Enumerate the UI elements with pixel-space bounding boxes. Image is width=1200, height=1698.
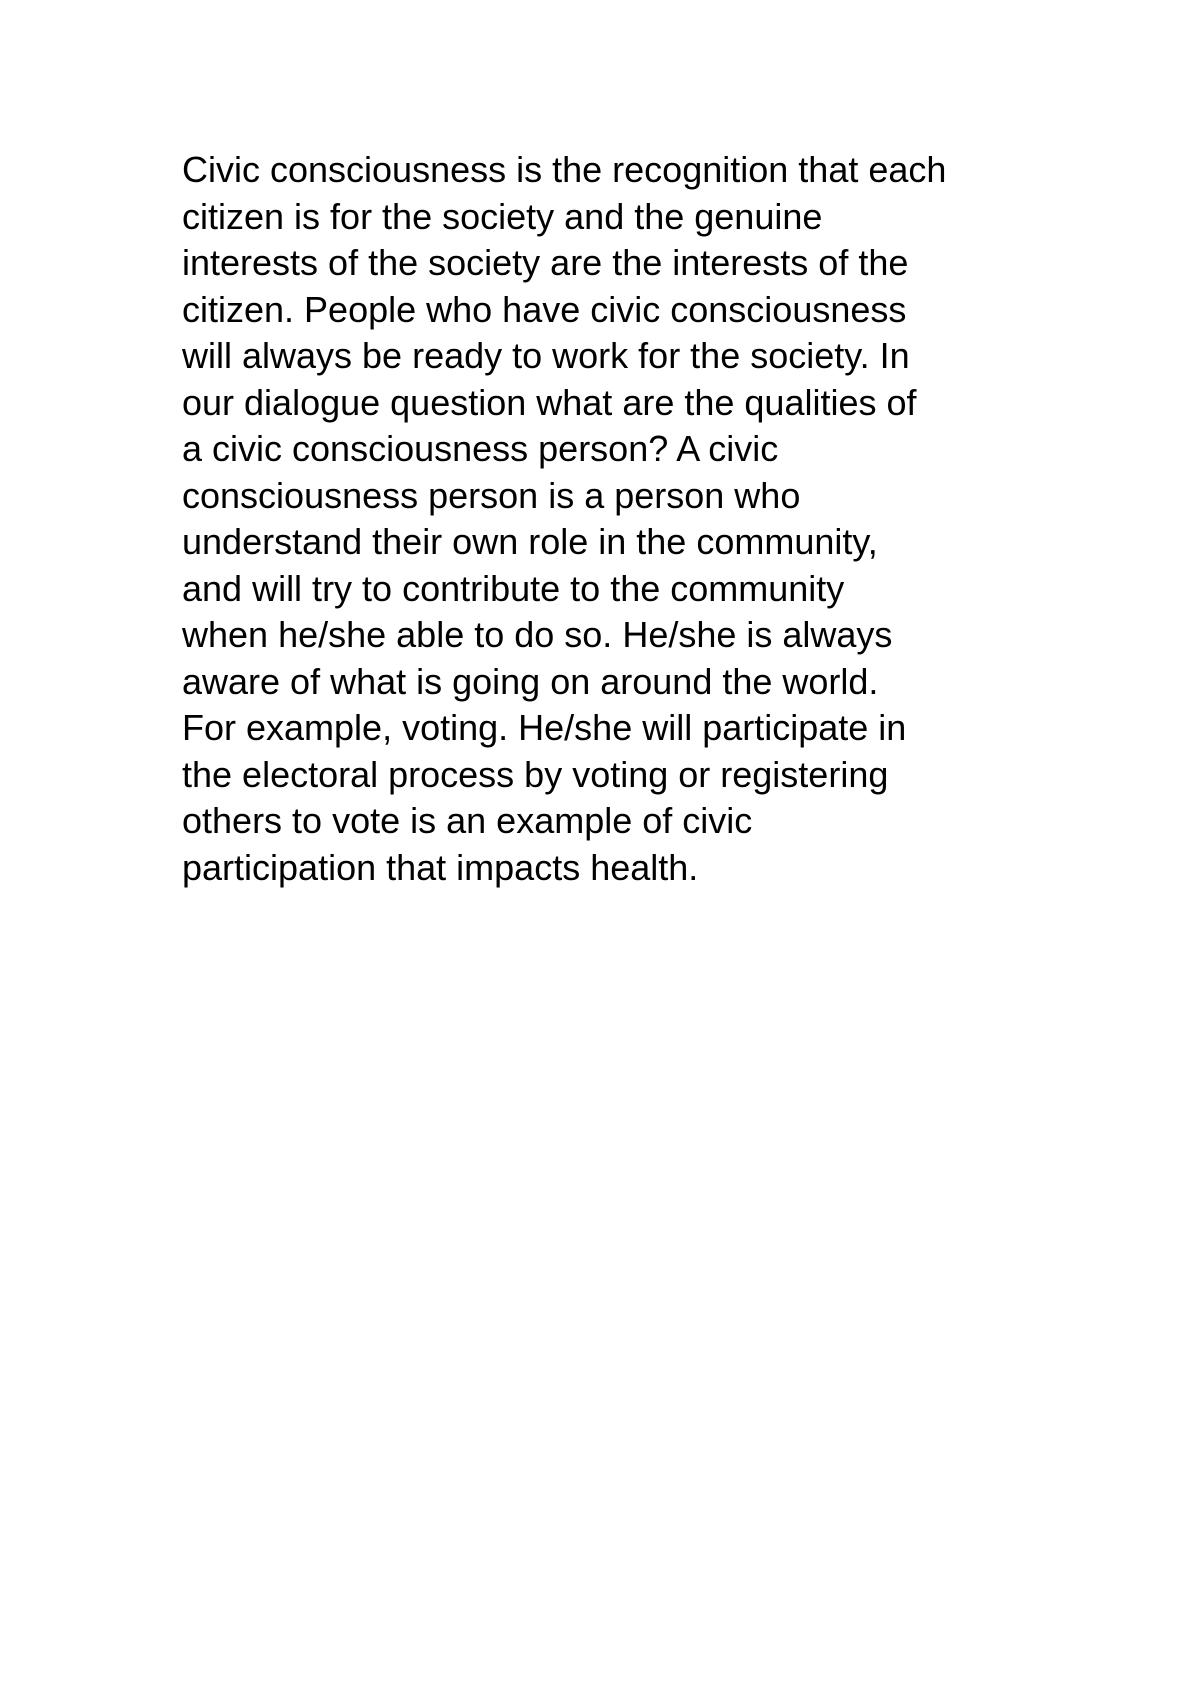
paragraph-line: the electoral process by voting or registering (182, 753, 889, 795)
paragraph-line: citizen. People who have civic consciousness (182, 288, 907, 330)
paragraph-line: aware of what is going on around the world. (182, 660, 879, 702)
paragraph-line: understand their own role in the community, (182, 521, 878, 562)
paragraph-line: will always be ready to work for the society. In (182, 335, 910, 376)
body-paragraph (182, 147, 1062, 891)
paragraph-line: citizen is for the society and the genuine (182, 195, 823, 237)
paragraph-line: For example, voting. He/she will participate in (182, 707, 907, 748)
paragraph-line: participation that impacts health. (182, 846, 699, 888)
paragraph-line: when he/she able to do so. He/she is always (182, 614, 893, 655)
paragraph-line: our dialogue question what are the qualities of (182, 381, 917, 423)
paragraph-line: Civic consciousness is the recognition that each (182, 149, 947, 190)
paragraph-line: a civic consciousness person? A civic (182, 428, 779, 469)
paragraph-line: others to vote is an example of civic (182, 800, 753, 841)
paragraph-line: interests of the society are the interests of the (182, 242, 909, 283)
paragraph-line: consciousness person is a person who (182, 474, 801, 516)
paragraph-line: and will try to contribute to the community (182, 567, 845, 609)
